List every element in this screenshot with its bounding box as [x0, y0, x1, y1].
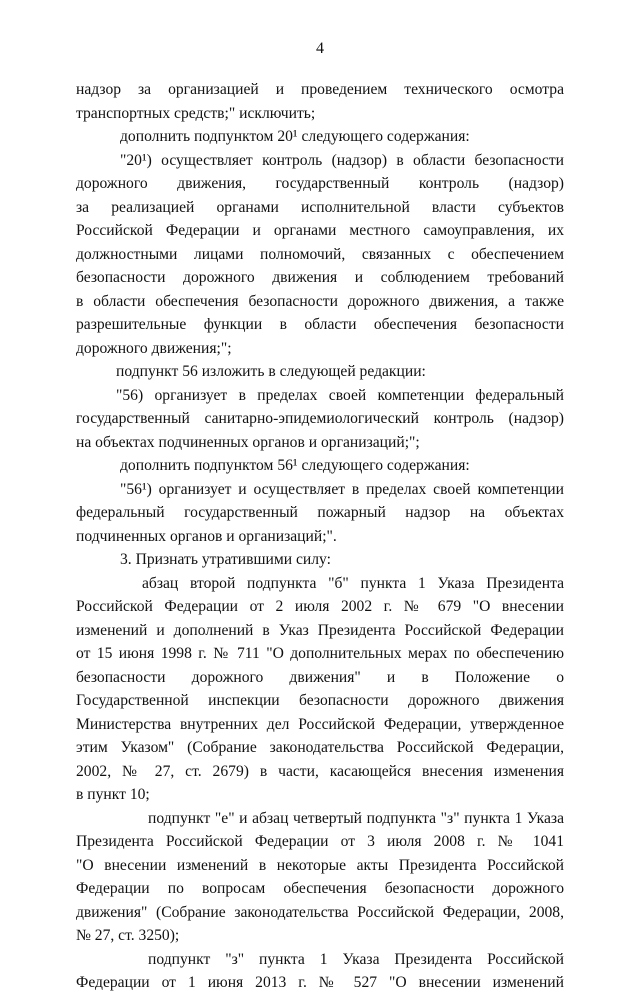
text-line: дополнить подпунктом 56¹ следующего содержания:	[120, 457, 470, 474]
text-line: подчиненных органов и организаций;".	[76, 527, 337, 545]
text-line: Федерации по вопросам обеспечения безопасности дорожного	[76, 880, 564, 897]
text-line: Президента Российской Федерации от 3 июля 2008 г. № 1041	[76, 833, 564, 850]
text-line: подпункт "е" и абзац четвертый подпункта "з" пункта 1 Указа	[148, 809, 564, 827]
text-line: 2002, № 27, ст. 2679) в части, касающейся внесения изменения	[76, 762, 564, 780]
text-line: надзор за организацией и проведением технического осмотра	[76, 81, 564, 98]
text-line: "О внесении изменений в некоторые акты Президента Российской	[76, 856, 564, 874]
text-line: дорожного движения, государственный контроль (надзор)	[76, 175, 564, 192]
text-line: движения" (Собрание законодательства Российской Федерации, 2008,	[76, 903, 564, 921]
text-line: подпункт 56 изложить в следующей редакции:	[116, 363, 426, 380]
text-line: Федерации от 1 июня 2013 г. № 527 "О внесении изменений	[76, 974, 564, 991]
text-line: "20¹) осуществляет контроль (надзор) в области безопасности	[120, 151, 564, 169]
text-line: на объектах подчиненных органов и организаций;";	[76, 433, 420, 451]
text-line: Министерства внутренних дел Российской Федерации, утвержденное	[76, 715, 564, 733]
text-line: в пункт 10;	[76, 786, 150, 803]
text-line: "56¹) организует и осуществляет в пределах своей компетенции	[120, 480, 564, 498]
text-line: Государственной инспекции безопасности дорожного движения	[76, 692, 564, 709]
text-line: Российской Федерации и органами местного самоуправления, их	[76, 222, 564, 239]
text-line: в области обеспечения безопасности дорожного движения, а также	[76, 292, 564, 310]
page-number: 4	[316, 40, 324, 57]
text-line: федеральный государственный пожарный надзор на объектах	[76, 504, 564, 521]
text-line: от 15 июня 1998 г. № 711 "О дополнительных мерах по обеспечению	[76, 645, 564, 662]
text-line: дорожного движения;";	[76, 339, 232, 357]
text-line: должностными лицами полномочий, связанных с обеспечением	[76, 245, 564, 263]
text-line: безопасности дорожного движения и соблюдением требований	[76, 269, 564, 286]
text-line: подпункт "з" пункта 1 Указа Президента Российской	[148, 950, 564, 968]
text-line: № 27, ст. 3250);	[76, 927, 180, 944]
text-line: транспортных средств;" исключить;	[76, 104, 316, 122]
text-line: безопасности дорожного движения" и в Положение о	[76, 668, 564, 686]
document-body	[76, 78, 564, 995]
text-line: "56) организует в пределах своей компетенции федеральный	[116, 386, 564, 404]
text-line: государственный санитарно-эпидемиологический контроль (надзор)	[76, 410, 564, 427]
text-line: разрешительные функции в области обеспечения безопасности	[76, 316, 564, 333]
text-line: Российской Федерации от 2 июля 2002 г. № 679 "О внесении	[76, 598, 564, 615]
text-line: этим Указом" (Собрание законодательства Российской Федерации,	[76, 739, 564, 756]
text-line: абзац второй подпункта "б" пункта 1 Указа Президента	[142, 574, 564, 592]
text-line: 3. Признать утратившими силу:	[120, 551, 331, 568]
text-line: за реализацией органами исполнительной власти субъектов	[76, 198, 564, 216]
text-line: изменений и дополнений в Указ Президента Российской Федерации	[76, 621, 564, 639]
text-line: дополнить подпунктом 20¹ следующего содержания:	[120, 128, 470, 145]
